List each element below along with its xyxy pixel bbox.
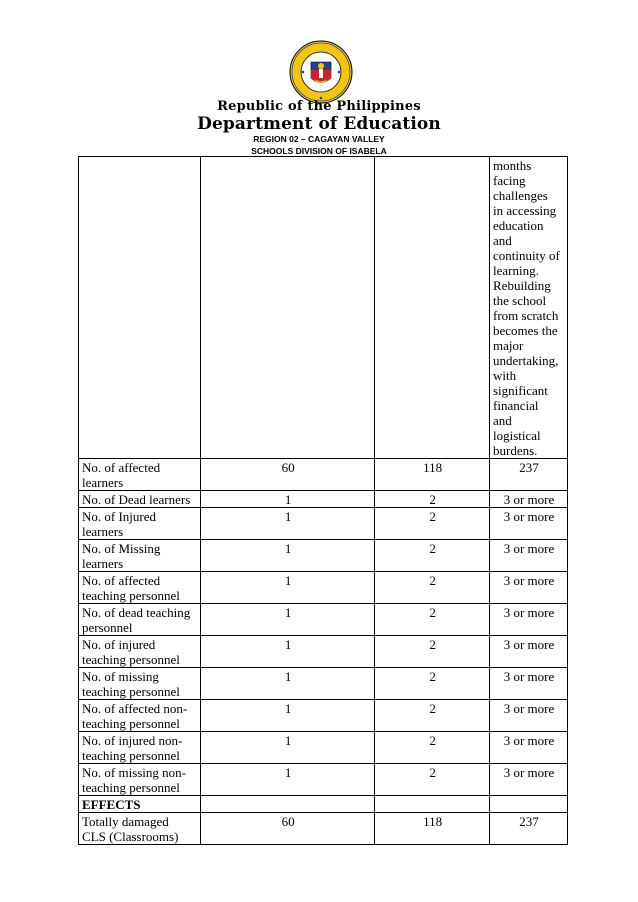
cell-value: 3 or more: [490, 491, 568, 508]
deped-seal-logo: [289, 40, 353, 104]
cell-value: 118: [375, 459, 490, 491]
description-line: from scratch: [493, 308, 559, 323]
description-line: challenges: [493, 188, 548, 203]
cell-value: 1: [200, 764, 374, 796]
cell-value: 2: [375, 491, 490, 508]
description-line: logistical: [493, 428, 541, 443]
cell-value: 237: [490, 459, 568, 491]
cell-value: 1: [200, 572, 374, 604]
cell-value: 118: [375, 813, 490, 845]
cell-value: 2: [375, 508, 490, 540]
description-line: learning.: [493, 263, 539, 278]
description-line: significant: [493, 383, 548, 398]
table-row: [79, 604, 568, 636]
cell-value: 60: [200, 459, 374, 491]
table-row: [79, 572, 568, 604]
cell-value: 1: [200, 508, 374, 540]
table-row: [79, 508, 568, 540]
description-line: continuity of: [493, 248, 560, 263]
cell-value: 3 or more: [490, 700, 568, 732]
cell-value: 3 or more: [490, 764, 568, 796]
row-label: No. of injured teaching personnel: [79, 636, 201, 668]
description-line: education: [493, 218, 544, 233]
republic-heading: Republic of the Philippines: [217, 99, 421, 114]
effects-heading: EFFECTS: [79, 796, 201, 813]
cell-value: 60: [200, 813, 374, 845]
cell-value: 237: [490, 813, 568, 845]
cell-value: 3 or more: [490, 732, 568, 764]
cell-value: 1: [200, 636, 374, 668]
table-row: [79, 813, 568, 845]
cell-value: 2: [375, 764, 490, 796]
cell-value: 1: [200, 540, 374, 572]
description-line: the school: [493, 293, 547, 308]
row-label: No. of Dead learners: [79, 491, 201, 508]
cell-value: 2: [375, 732, 490, 764]
cell-value: 2: [375, 572, 490, 604]
effects-heading-row: [79, 796, 568, 813]
empty-cell: [375, 157, 490, 459]
row-label: No. of Missing learners: [79, 540, 201, 572]
table-row: [79, 636, 568, 668]
empty-cell: [200, 796, 374, 813]
description-line: Rebuilding: [493, 278, 551, 293]
table-row: [79, 700, 568, 732]
impact-table: [78, 156, 568, 845]
cell-value: 2: [375, 604, 490, 636]
cell-value: 3 or more: [490, 508, 568, 540]
region-heading: REGION 02 – CAGAYAN VALLEY: [253, 134, 385, 144]
table-row: [79, 732, 568, 764]
description-line: months: [493, 158, 532, 173]
row-label: No. of injured non- teaching personnel: [79, 732, 201, 764]
cell-value: 3 or more: [490, 668, 568, 700]
table-row: [79, 459, 568, 491]
description-row: [79, 157, 568, 459]
description-line: financial: [493, 398, 539, 413]
empty-cell: [200, 157, 374, 459]
row-label: Totally damaged CLS (Classrooms): [79, 813, 201, 845]
cell-value: 3 or more: [490, 604, 568, 636]
row-label: No. of dead teaching personnel: [79, 604, 201, 636]
row-label: No. of affected non- teaching personnel: [79, 700, 201, 732]
row-label: No. of missing teaching personnel: [79, 668, 201, 700]
table-row: [79, 491, 568, 508]
description-line: burdens.: [493, 443, 538, 458]
cell-value: 2: [375, 700, 490, 732]
cell-value: 2: [375, 636, 490, 668]
cell-value: 1: [200, 604, 374, 636]
cell-value: 2: [375, 668, 490, 700]
cell-value: 2: [375, 540, 490, 572]
table-row: [79, 764, 568, 796]
description-line: major: [493, 338, 524, 353]
table-row: [79, 540, 568, 572]
row-label: No. of Injured learners: [79, 508, 201, 540]
cell-value: 3 or more: [490, 540, 568, 572]
table-row: [79, 668, 568, 700]
description-line: undertaking,: [493, 353, 559, 368]
empty-cell: [79, 157, 201, 459]
division-heading: SCHOOLS DIVISION OF ISABELA: [251, 146, 387, 156]
cell-value: 1: [200, 700, 374, 732]
cell-value: 3 or more: [490, 572, 568, 604]
empty-cell: [375, 796, 490, 813]
department-heading: Department of Education: [197, 114, 441, 134]
description-line: and: [493, 233, 512, 248]
row-label: No. of missing non- teaching personnel: [79, 764, 201, 796]
cell-value: 1: [200, 491, 374, 508]
row-label: No. of affected learners: [79, 459, 201, 491]
empty-cell: [490, 796, 568, 813]
description-line: in accessing: [493, 203, 557, 218]
description-cell: [490, 157, 568, 459]
description-line: facing: [493, 173, 526, 188]
row-label: No. of affected teaching personnel: [79, 572, 201, 604]
description-line: with: [493, 368, 517, 383]
cell-value: 1: [200, 668, 374, 700]
description-line: and: [493, 413, 512, 428]
cell-value: 3 or more: [490, 636, 568, 668]
cell-value: 1: [200, 732, 374, 764]
description-line: becomes the: [493, 323, 558, 338]
